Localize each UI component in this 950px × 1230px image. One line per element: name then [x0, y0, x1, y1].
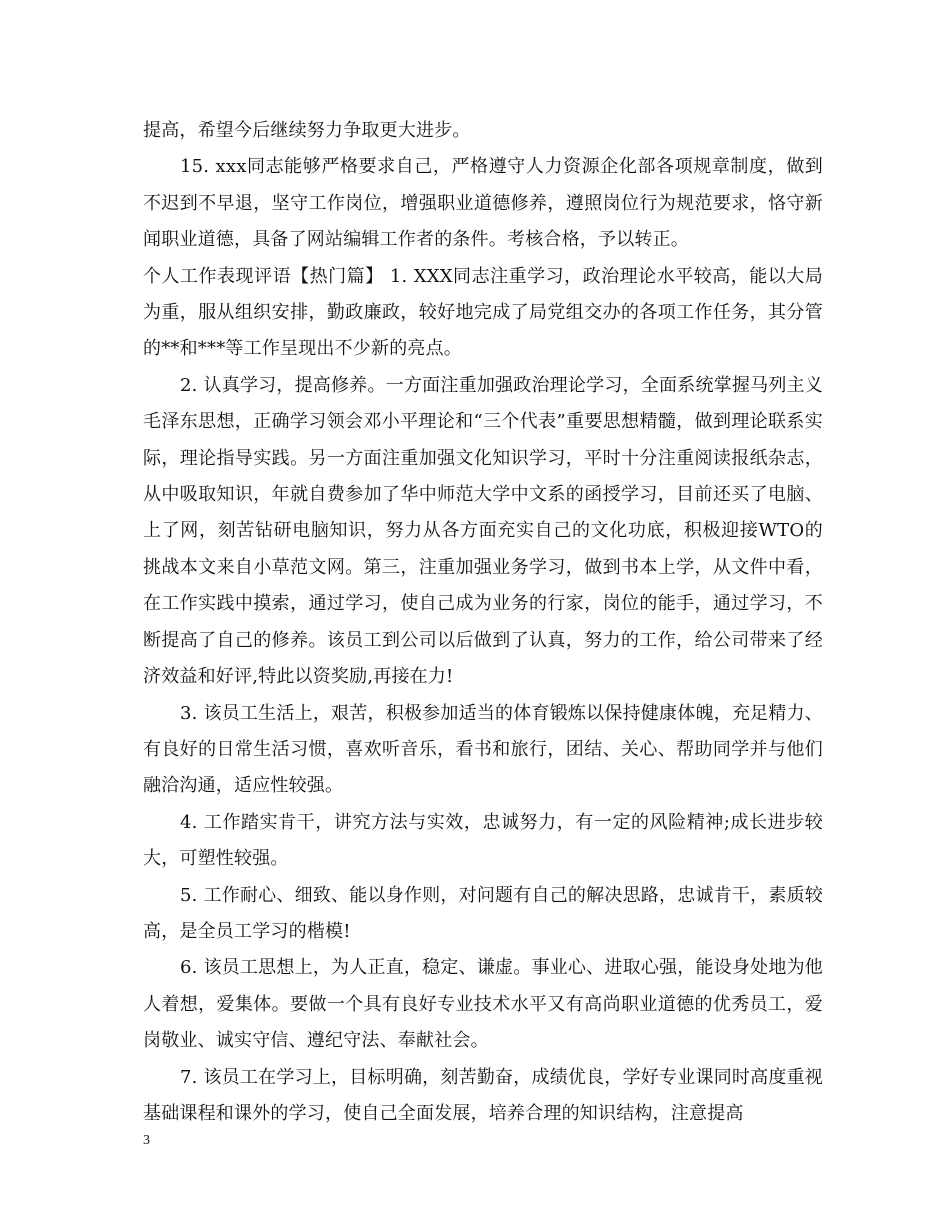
paragraph-4: 3. 该员工生活上，艰苦，积极参加适当的体育锻炼以保持健康体魄，充足精力、有良好的日常生活习惯，喜欢听音乐，看书和旅行，团结、关心、帮助同学并与他们融洽沟通，适应性较强。 [143, 702, 823, 797]
paragraph-1: 15. xxx同志能够严格要求自己，严格遵守人力资源企化部各项规章制度，做到不迟到不早退，坚守工作岗位，增强职业道德修养，遵照岗位行为规范要求，恪守新闻职业道德，具备了网站编辑工作者的条件。考核合格，予以转正。 [143, 156, 823, 251]
paragraph-3: 2. 认真学习，提高修养。一方面注重加强政治理论学习，全面系统掌握马列主义毛泽东思想，正确学习领会邓小平理论和“三个代表”重要思想精髓，做到理论联系实际，理论指导实践。另一方面注重加强文化知识学习，平时十分注重阅读报纸杂志，从中吸取知识，年就自费参加了华中师范大学中文系的函授学习，目前还买了电脑、上了网，刻苦钻研电脑知识，努力从各方面充实自己的文化功底，积极迎接WTO的挑战本文来自小草范文网。第三，注重加强业务学习，做到书本上学，从文件中看，在工作实践中摸索，通过学习，使自己成为业务的行家，岗位的能手，通过学习，不断提高了自己的修养。该员工到公司以后做到了认真，努力的工作，给公司带来了经济效益和好评,特此以资奖励,再接在力! [143, 374, 823, 688]
paragraph-5: 4. 工作踏实肯干，讲究方法与实效，忠诚努力，有一定的风险精神;成长进步较大，可塑性较强。 [143, 811, 823, 870]
paragraph-8: 7. 该员工在学习上，目标明确，刻苦勤奋，成绩优良，学好专业课同时高度重视基础课程和课外的学习，使自己全面发展，培养合理的知识结构，注意提高 [143, 1066, 823, 1124]
paragraph-7: 6. 该员工思想上，为人正直，稳定、谦虚。事业心、进取心强，能设身处地为他人着想，爱集体。要做一个具有良好专业技术水平又有高尚职业道德的优秀员工，爱岗敬业、诚实守信、遵纪守法、奉献社会。 [143, 957, 823, 1052]
paragraph-0: 提高，希望今后继续努力争取更大进步。 [143, 120, 471, 141]
page-number: 3 [143, 1133, 150, 1148]
paragraph-6: 5. 工作耐心、细致、能以身作则，对问题有自己的解决思路，忠诚肯干，素质较高，是全员工学习的楷模! [143, 884, 823, 942]
paragraph-2: 个人工作表现评语【热门篇】 1. XXX同志注重学习，政治理论水平较高，能以大局为重，服从组织安排，勤政廉政，较好地完成了局党组交办的各项工作任务，其分管的**和***等工作呈现出不少新的亮点。 [143, 265, 823, 360]
document-body [143, 113, 823, 1132]
